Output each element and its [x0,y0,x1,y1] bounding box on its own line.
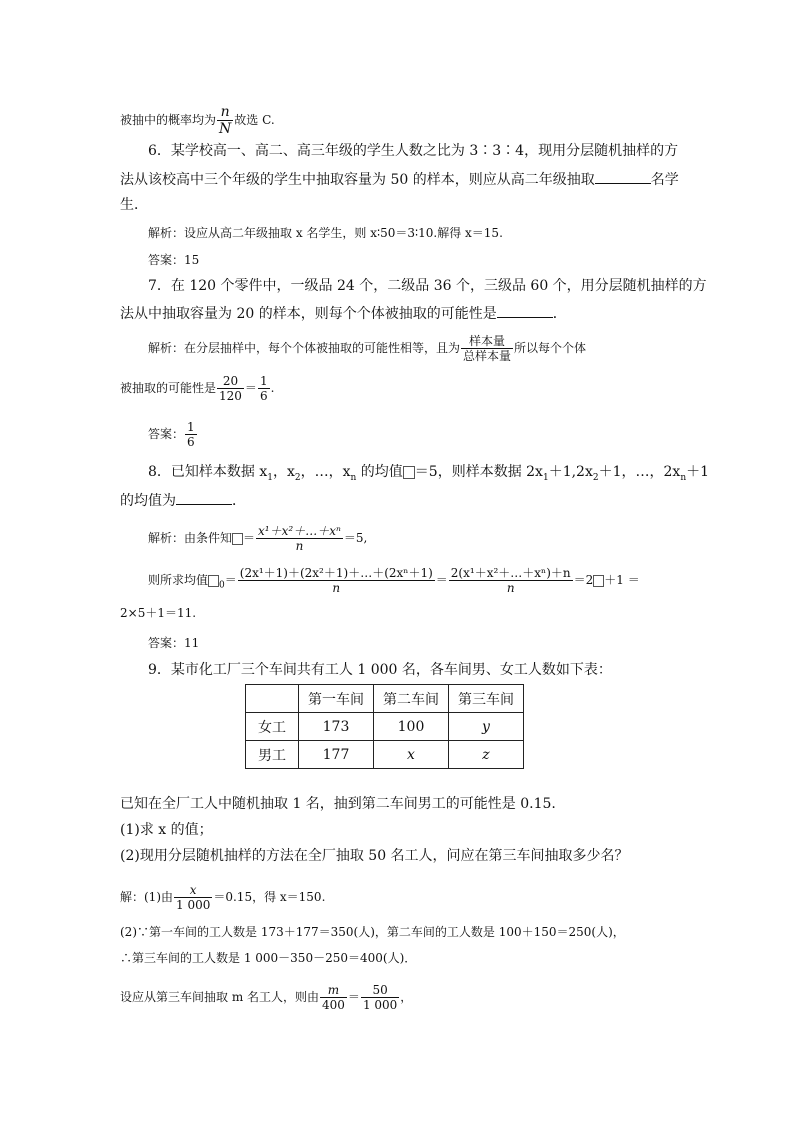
text: 故选 C. [234,113,275,127]
fraction-20-120: $\frac{20}{120}$ [219,374,242,403]
fraction-1-6: $\frac{1}{6}$ [259,374,268,403]
answer-7: 答案： $\frac{1}{6}$ [148,420,195,449]
text: 被抽中的概率均为 [120,113,217,127]
question-6-line-1: 6．某学校高一、高二、高三年级的学生人数之比为 3∶3∶4，现用分层随机抽样的方 [148,143,679,159]
answer-6: 答案：15 [148,253,200,267]
solution-7-line-1: 解析：在分层抽样中，每个个体被抽取的可能性相等，且为 $\frac{\text{样本量}}{\text{总样本量}}$ 所以每个个体 [148,334,587,363]
table-header: 第二车间 [374,685,449,713]
question-7-line-1: 7．在 120 个零件中，一级品 24 个，二级品 36 个，三级品 60 个，用分层随机抽样的方 [148,278,707,294]
question-6-line-3: 生． [120,197,148,213]
table-cell: x [374,741,449,769]
table-header-row [246,685,524,713]
fraction-mean: $\frac{\text{x¹＋x²＋…＋xⁿ}}{n}$ [258,524,341,553]
solution-7-line-2: 被抽取的可能性是 $\frac{20}{120}$ ＝ $\frac{1}{6}$ . [120,374,275,403]
table-cell: 男工 [246,741,299,769]
solution-8-line-1: 解析：由条件知 ＝ $\frac{\text{x¹＋x²＋…＋xⁿ}}{n}$ ＝5, [148,524,368,553]
table-cell: 177 [299,741,374,769]
question-8-line-2: 的均值为 ． [120,490,246,511]
fraction-simplified: $\frac{\text{2(x¹＋x²＋…＋xⁿ)＋n}}{n}$ [450,566,571,595]
question-6-line-2: 法从该校高中三个年级的学生中抽取容量为 50 的样本，则应从高二年级抽取 名学 [120,169,679,190]
table-header: 第三车间 [449,685,524,713]
solution-9-part-1: 解：(1)由 $\frac{x}{1 000}$ ＝0.15，得 x＝150. [120,883,326,912]
table-row [246,741,524,769]
solution-9-part-2-line-3: 设应从第三车间抽取 m 名工人，则由 $\frac{m}{400}$ ＝ $\frac{50}{1 000}$ ， [120,983,413,1012]
workers-table [245,684,524,769]
table-cell: z [449,741,524,769]
fraction-numerator-sum: $\frac{\text{(2x¹＋1)＋(2x²＋1)＋…＋(2xⁿ＋1)}}{n}$ [239,566,433,595]
solution-8-line-2: 则所求均值 $_0$＝ $\frac{\text{(2x¹＋1)＋(2x²＋1)＋…＋(2xⁿ＋1)}}{n}$ ＝ $\frac{\text{2(x¹＋x²＋…＋xⁿ)＋n}}{n}$ ＝2 ＋1 ＝ [148,566,640,595]
solution-5-end [120,104,275,137]
missing-glyph-icon [232,533,243,545]
table-cell: 173 [299,713,374,741]
question-9-part-2: (2)现用分层随机抽样的方法在全厂抽取 50 名工人，问应在第三车间抽取多少名？ [120,848,629,864]
table-cell: y [449,713,524,741]
table-cell: 100 [374,713,449,741]
fraction-m-400: $\frac{m}{400}$ [322,983,345,1012]
fraction-answer: $\frac{1}{6}$ [187,420,195,449]
question-9-condition: 已知在全厂工人中随机抽取 1 名，抽到第二车间男工的可能性是 0.15. [120,796,556,812]
question-7-line-2: 法从中抽取容量为 20 的样本，则每个个体被抽取的可能性是 ． [120,303,567,324]
fraction-n-over-N: $\frac{n}{N}$ [219,104,232,137]
fraction-sample-ratio: $\frac{\text{样本量}}{\text{总样本量}}$ [463,334,512,363]
question-9-part-1: (1)求 x 的值； [120,822,213,838]
missing-glyph-icon [208,575,219,587]
answer-blank [595,169,651,184]
answer-blank [497,303,553,318]
table-cell: 女工 [246,713,299,741]
solution-9-part-2-line-2: ∴第三车间的工人数是 1 000－350－250＝400(人)． [120,951,417,965]
solution-8-line-3: 2×5＋1＝11. [120,606,197,620]
missing-glyph-icon [403,466,415,479]
solution-6: 解析：设应从高二年级抽取 x 名学生，则 x∶50＝3∶10.解得 x＝15. [148,226,503,240]
missing-glyph-icon [593,575,604,587]
answer-blank [176,490,232,505]
table-header [246,685,299,713]
answer-8: 答案：11 [148,636,200,650]
question-9: 9．某市化工厂三个车间共有工人 1 000 名，各车间男、女工人数如下表： [148,662,612,678]
table-header: 第一车间 [299,685,374,713]
fraction-x-1000: $\frac{x}{1 000}$ [176,883,211,912]
table-row [246,713,524,741]
solution-9-part-2-line-1: (2)∵第一车间的工人数是 173＋177＝350(人)，第二车间的工人数是 100＋150＝250(人)， [120,925,625,939]
question-8-line-1: 8．已知样本数据 $x_1$，$x_2$，…，$x_n$ 的均值 ＝5，则样本数据 $2x_1+1,2x_2+1$，…，$2x_n+1$ [148,464,710,483]
fraction-50-1000: $\frac{50}{1 000}$ [362,983,398,1012]
